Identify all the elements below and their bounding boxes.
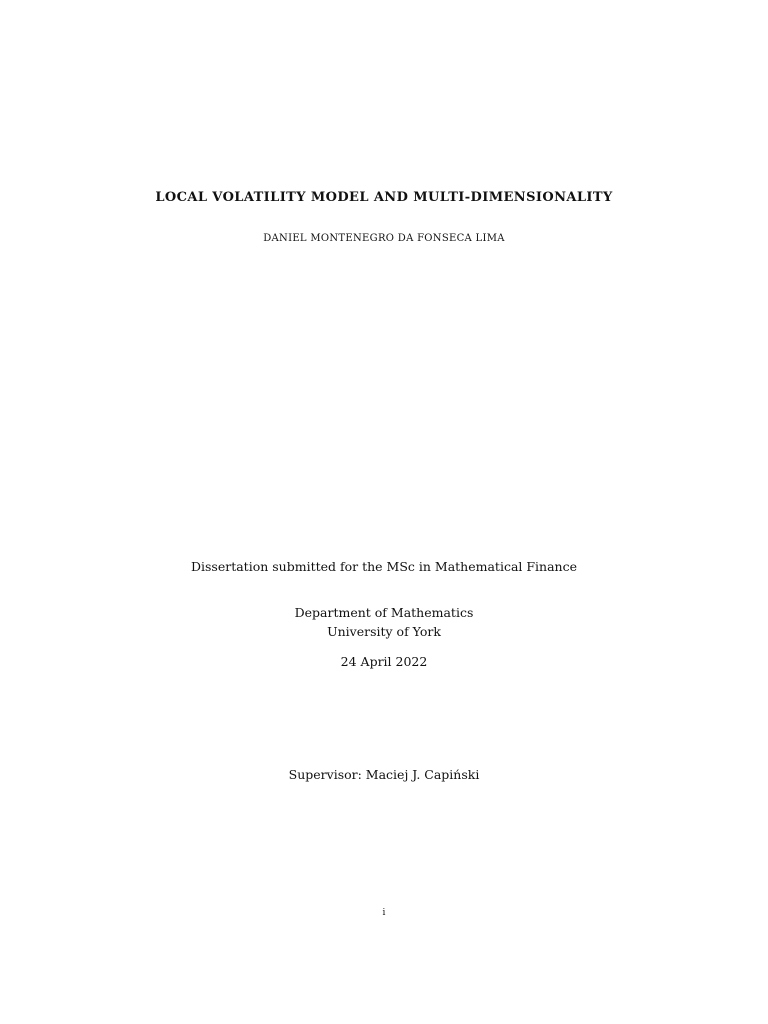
submission-date: 24 April 2022 [340,654,428,669]
author-name: DANIEL MONTENEGRO DA FONSECA LIMA [263,233,505,244]
page-number: i [382,908,386,918]
supervisor-line: Supervisor: Maciej J. Capiński [288,767,480,782]
department-name: Department of Mathematics [294,605,474,620]
submission-statement: Dissertation submitted for the MSc in Mathematical Finance [190,559,577,574]
dissertation-title: LOCAL VOLATILITY MODEL AND MULTI-DIMENSIONALITY [155,190,613,205]
university-name: University of York [327,624,441,639]
